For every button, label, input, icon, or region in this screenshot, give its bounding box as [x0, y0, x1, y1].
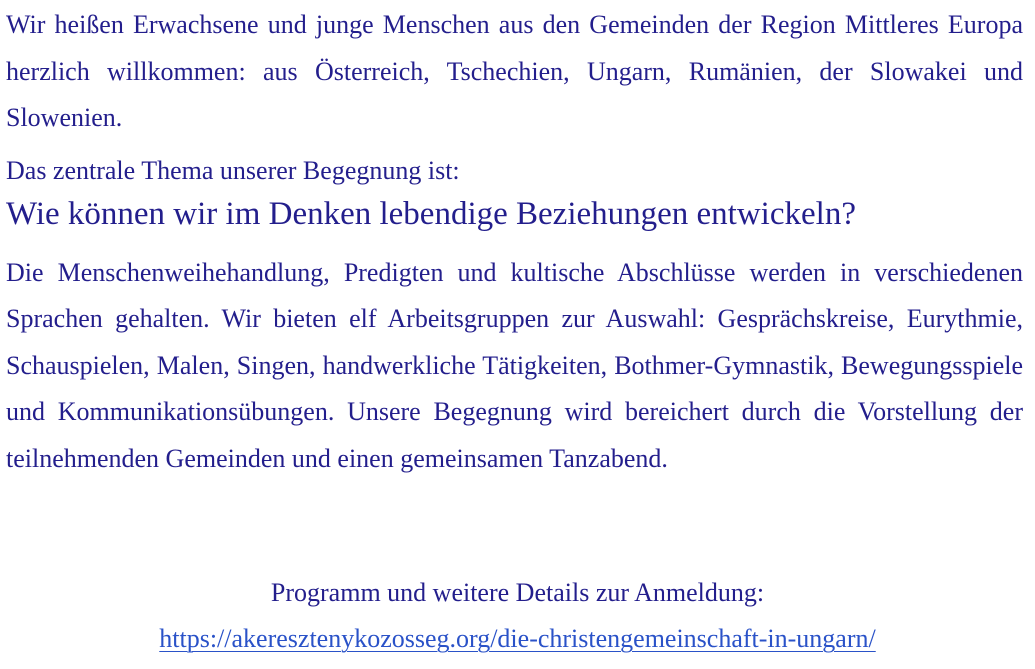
document-content: [6, 0, 1023, 482]
body-paragraph: Die Menschenweihehandlung, Predigten und kultische Abschlüsse werden in verschiedenen Sprachen gehalten. Wir bieten elf Arbeitsgruppen zur Auswahl: Gesprächskreise, Eurythmie, Schauspielen, Malen, Singen, handwerkliche Tätigkeiten, Bothmer-Gymnastik, Bewegungsspiele und Kommunikationsübungen. Unsere Begegnung wird bereichert durch die Vorstellung der teilnehmenden Gemeinden und einen gemeinsamen Tanzabend.: [6, 257, 1023, 473]
registration-link[interactable]: https://akeresztenykozosseg.org/die-christengemeinschaft-in-ungarn/: [159, 624, 876, 653]
intro-paragraph: Wir heißen Erwachsene und junge Menschen aus den Gemeinden der Region Mittleres Europa herzlich willkommen: aus Österreich, Tschechien, Ungarn, Rumänien, der Slowakei und Slowenien.: [6, 10, 1023, 132]
theme-heading: Wie können wir im Denken lebendige Beziehungen entwickeln?: [6, 195, 856, 232]
link-line: [0, 617, 1035, 661]
theme-lead-text: Das zentrale Thema unserer Begegnung ist:: [6, 155, 460, 185]
program-label: Programm und weitere Details zur Anmeldung:: [270, 578, 765, 607]
